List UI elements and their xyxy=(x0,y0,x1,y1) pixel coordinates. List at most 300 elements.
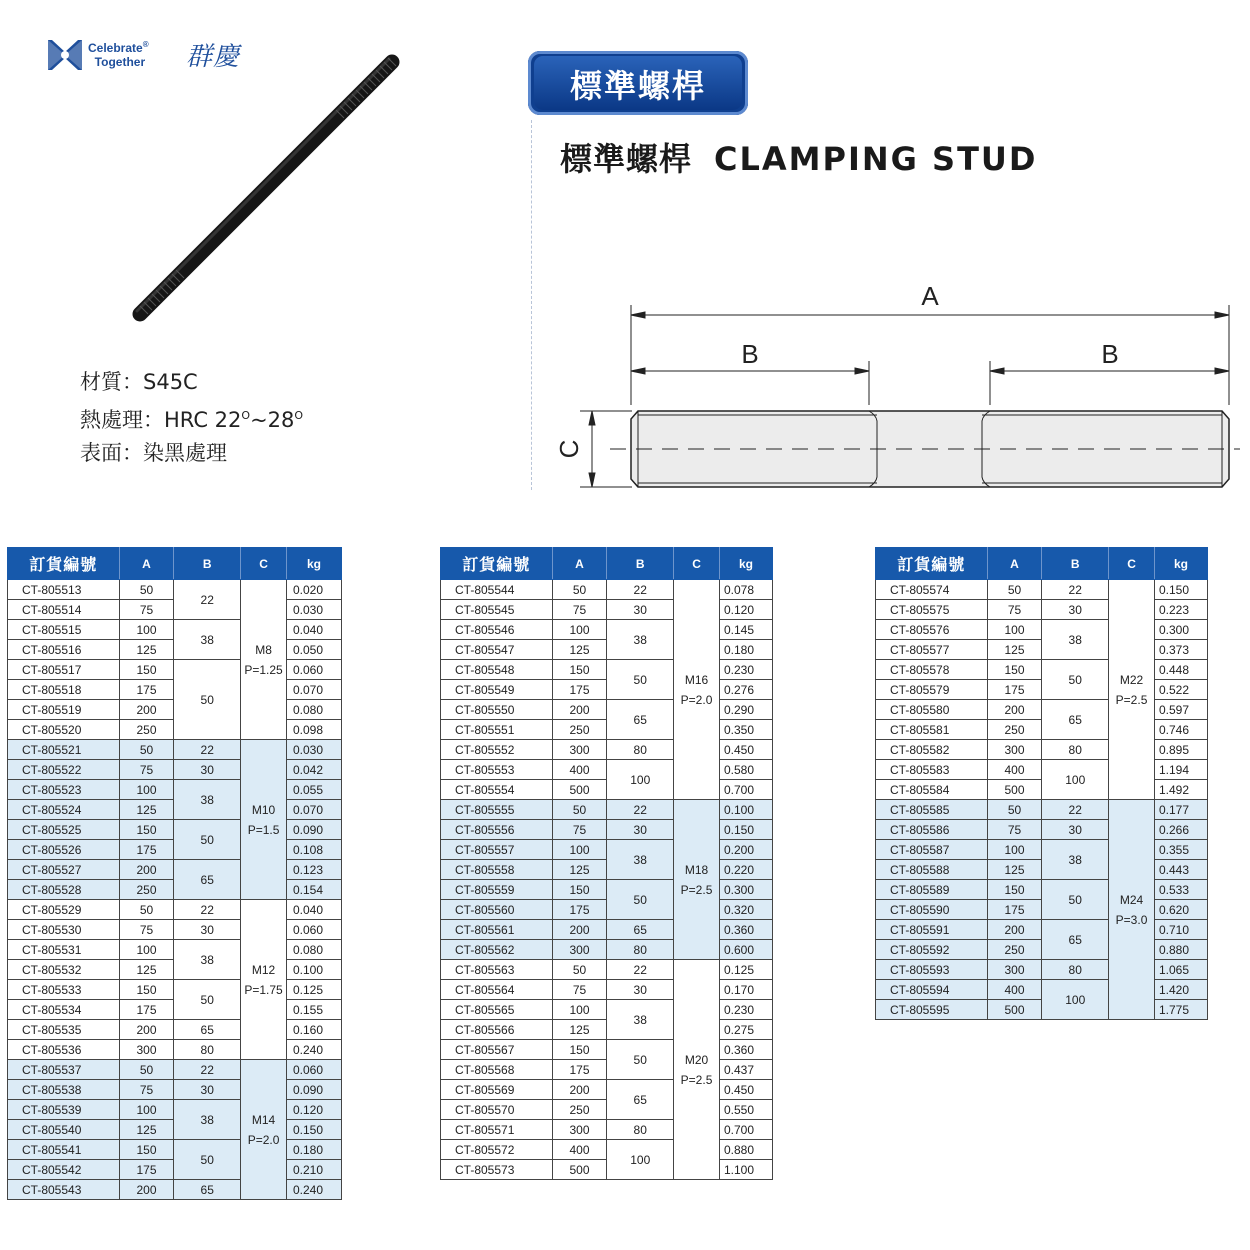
order-code-cell: CT-805549 xyxy=(441,680,553,700)
dim-b-cell: 50 xyxy=(607,880,674,920)
dim-a-cell: 75 xyxy=(987,600,1042,620)
weight-cell: 0.125 xyxy=(287,980,342,1000)
table-row xyxy=(876,580,1208,600)
dim-b-cell: 80 xyxy=(607,1120,674,1140)
weight-cell: 0.320 xyxy=(719,900,772,920)
dim-a-cell: 100 xyxy=(119,780,174,800)
order-code-cell: CT-805513 xyxy=(8,580,120,600)
table-row xyxy=(441,900,773,920)
weight-cell: 0.180 xyxy=(287,1140,342,1160)
weight-cell: 0.437 xyxy=(719,1060,772,1080)
weight-cell: 0.522 xyxy=(1154,680,1207,700)
weight-cell: 0.355 xyxy=(1154,840,1207,860)
dim-b-cell: 38 xyxy=(607,620,674,660)
dim-b-cell: 50 xyxy=(1042,660,1109,700)
weight-cell: 0.070 xyxy=(287,680,342,700)
dim-b-cell: 50 xyxy=(174,1140,241,1180)
column-header: A xyxy=(987,548,1042,580)
label-c: C xyxy=(554,439,584,459)
table-row xyxy=(441,1100,773,1120)
dim-a-cell: 100 xyxy=(987,840,1042,860)
dim-a-cell: 250 xyxy=(119,880,174,900)
weight-cell: 1.065 xyxy=(1154,960,1207,980)
dim-a-cell: 200 xyxy=(987,700,1042,720)
weight-cell: 0.120 xyxy=(287,1100,342,1120)
dim-a-cell: 175 xyxy=(119,840,174,860)
table-row xyxy=(441,1060,773,1080)
dim-a-cell: 125 xyxy=(987,860,1042,880)
dim-b-cell: 100 xyxy=(607,760,674,800)
weight-cell: 0.230 xyxy=(719,660,772,680)
table-row xyxy=(876,760,1208,780)
divider xyxy=(531,120,532,490)
dim-a-cell: 200 xyxy=(119,860,174,880)
dim-a-cell: 50 xyxy=(552,960,607,980)
dim-b-cell: 65 xyxy=(607,920,674,940)
dim-b-cell: 65 xyxy=(1042,920,1109,960)
order-code-cell: CT-805576 xyxy=(876,620,988,640)
order-code-cell: CT-805588 xyxy=(876,860,988,880)
dim-a-cell: 75 xyxy=(119,760,174,780)
table-row xyxy=(8,940,342,960)
spec-table-2 xyxy=(440,547,773,1180)
brand-logo-icon xyxy=(48,40,82,70)
brand-english: Celebrate® Together xyxy=(88,40,149,69)
weight-cell: 0.030 xyxy=(287,740,342,760)
dim-a-cell: 150 xyxy=(987,660,1042,680)
table-row xyxy=(441,980,773,1000)
weight-cell: 0.090 xyxy=(287,820,342,840)
column-header: kg xyxy=(1154,548,1207,580)
thread-size-cell: M22 P=2.5 xyxy=(1109,580,1155,800)
dim-a-cell: 200 xyxy=(552,920,607,940)
table-row xyxy=(8,1140,342,1160)
dim-b-cell: 22 xyxy=(607,580,674,600)
dim-a-cell: 300 xyxy=(987,960,1042,980)
order-code-cell: CT-805515 xyxy=(8,620,120,640)
thread-size-cell: M10 P=1.5 xyxy=(241,740,287,900)
dim-a-cell: 300 xyxy=(552,940,607,960)
weight-cell: 0.060 xyxy=(287,660,342,680)
table-row xyxy=(8,1180,342,1200)
order-code-cell: CT-805545 xyxy=(441,600,553,620)
dim-b-cell: 38 xyxy=(174,940,241,980)
order-code-cell: CT-805534 xyxy=(8,1000,120,1020)
weight-cell: 0.230 xyxy=(719,1000,772,1020)
order-code-cell: CT-805562 xyxy=(441,940,553,960)
table-row xyxy=(876,840,1208,860)
order-code-cell: CT-805546 xyxy=(441,620,553,640)
weight-cell: 0.123 xyxy=(287,860,342,880)
dim-a-cell: 50 xyxy=(987,800,1042,820)
dim-b-cell: 38 xyxy=(174,780,241,820)
weight-cell: 0.276 xyxy=(719,680,772,700)
order-code-cell: CT-805572 xyxy=(441,1140,553,1160)
weight-cell: 0.266 xyxy=(1154,820,1207,840)
dim-a-cell: 175 xyxy=(119,1000,174,1020)
dim-b-cell: 38 xyxy=(174,1100,241,1140)
order-code-cell: CT-805542 xyxy=(8,1160,120,1180)
table-row xyxy=(441,1140,773,1160)
weight-cell: 0.098 xyxy=(287,720,342,740)
weight-cell: 0.620 xyxy=(1154,900,1207,920)
table-row xyxy=(441,920,773,940)
dim-b-cell: 50 xyxy=(174,980,241,1020)
table-row xyxy=(441,1000,773,1020)
table-row xyxy=(876,1000,1208,1020)
table-row xyxy=(8,760,342,780)
order-code-cell: CT-805585 xyxy=(876,800,988,820)
dim-a-cell: 250 xyxy=(119,720,174,740)
order-code-cell: CT-805533 xyxy=(8,980,120,1000)
order-code-cell: CT-805517 xyxy=(8,660,120,680)
dim-a-cell: 200 xyxy=(552,1080,607,1100)
table-row xyxy=(441,680,773,700)
weight-cell: 0.550 xyxy=(719,1100,772,1120)
order-code-cell: CT-805541 xyxy=(8,1140,120,1160)
order-code-cell: CT-805539 xyxy=(8,1100,120,1120)
page-title xyxy=(560,134,1037,180)
dim-a-cell: 75 xyxy=(552,600,607,620)
order-code-cell: CT-805580 xyxy=(876,700,988,720)
thread-size-cell: M24 P=3.0 xyxy=(1109,800,1155,1020)
order-code-cell: CT-805571 xyxy=(441,1120,553,1140)
thread-size-cell: M12 P=1.75 xyxy=(241,900,287,1060)
weight-cell: 0.360 xyxy=(719,920,772,940)
table-row xyxy=(441,760,773,780)
order-code-cell: CT-805547 xyxy=(441,640,553,660)
table-row xyxy=(876,920,1208,940)
table-row xyxy=(441,700,773,720)
dim-a-cell: 100 xyxy=(119,1100,174,1120)
dim-a-cell: 75 xyxy=(552,980,607,1000)
weight-cell: 0.580 xyxy=(719,760,772,780)
dim-b-cell: 22 xyxy=(1042,580,1109,600)
order-code-cell: CT-805554 xyxy=(441,780,553,800)
weight-cell: 1.100 xyxy=(719,1160,772,1180)
dim-b-cell: 30 xyxy=(174,760,241,780)
table-row xyxy=(441,880,773,900)
column-header: B xyxy=(607,548,674,580)
brand-chinese: 群慶 xyxy=(186,42,241,72)
order-code-cell: CT-805566 xyxy=(441,1020,553,1040)
thread-size-cell: M16 P=2.0 xyxy=(674,580,720,800)
dim-b-cell: 100 xyxy=(1042,760,1109,800)
dim-b-cell: 38 xyxy=(607,840,674,880)
heat-treatment-line: 熱處理：HRC $22^O\sim 28^O$ xyxy=(80,408,304,432)
table-row xyxy=(8,920,342,940)
order-code-cell: CT-805531 xyxy=(8,940,120,960)
weight-cell: 0.125 xyxy=(719,960,772,980)
table-row xyxy=(8,660,342,680)
dim-b-cell: 22 xyxy=(1042,800,1109,820)
dim-b-cell: 30 xyxy=(607,980,674,1000)
dim-a-cell: 100 xyxy=(119,620,174,640)
weight-cell: 0.040 xyxy=(287,620,342,640)
dim-a-cell: 150 xyxy=(119,660,174,680)
dim-a-cell: 500 xyxy=(552,780,607,800)
dim-a-cell: 100 xyxy=(552,1000,607,1020)
table-row xyxy=(441,820,773,840)
table-row xyxy=(441,1040,773,1060)
table-row xyxy=(441,720,773,740)
weight-cell: 0.533 xyxy=(1154,880,1207,900)
column-header: B xyxy=(174,548,241,580)
order-code-cell: CT-805578 xyxy=(876,660,988,680)
order-code-cell: CT-805563 xyxy=(441,960,553,980)
dim-a-cell: 300 xyxy=(552,1120,607,1140)
order-code-cell: CT-805537 xyxy=(8,1060,120,1080)
dim-b-cell: 50 xyxy=(607,660,674,700)
order-code-cell: CT-805518 xyxy=(8,680,120,700)
spec-table-1 xyxy=(7,547,342,1200)
weight-cell: 0.080 xyxy=(287,940,342,960)
order-code-cell: CT-805593 xyxy=(876,960,988,980)
column-header: A xyxy=(552,548,607,580)
table-row xyxy=(876,620,1208,640)
order-code-cell: CT-805567 xyxy=(441,1040,553,1060)
dim-a-cell: 250 xyxy=(987,720,1042,740)
order-code-cell: CT-805586 xyxy=(876,820,988,840)
order-code-cell: CT-805569 xyxy=(441,1080,553,1100)
dim-b-cell: 65 xyxy=(174,860,241,900)
order-code-cell: CT-805594 xyxy=(876,980,988,1000)
dim-a-cell: 175 xyxy=(552,900,607,920)
dim-b-cell: 80 xyxy=(607,740,674,760)
column-header: C xyxy=(241,548,287,580)
weight-cell: 0.042 xyxy=(287,760,342,780)
table-row xyxy=(441,1080,773,1100)
column-header: 訂貨編號 xyxy=(876,548,988,580)
order-code-cell: CT-805564 xyxy=(441,980,553,1000)
order-code-cell: CT-805555 xyxy=(441,800,553,820)
weight-cell: 0.223 xyxy=(1154,600,1207,620)
table-row xyxy=(441,780,773,800)
table-row xyxy=(876,720,1208,740)
table-row xyxy=(8,1060,342,1080)
order-code-cell: CT-805528 xyxy=(8,880,120,900)
dim-b-cell: 38 xyxy=(1042,840,1109,880)
table-row xyxy=(441,660,773,680)
dim-a-cell: 200 xyxy=(119,1020,174,1040)
table-row xyxy=(441,1160,773,1180)
table-row xyxy=(876,860,1208,880)
dim-a-cell: 500 xyxy=(987,1000,1042,1020)
order-code-cell: CT-805574 xyxy=(876,580,988,600)
weight-cell: 0.710 xyxy=(1154,920,1207,940)
table-row xyxy=(441,800,773,820)
weight-cell: 0.108 xyxy=(287,840,342,860)
dim-a-cell: 150 xyxy=(987,880,1042,900)
order-code-cell: CT-805557 xyxy=(441,840,553,860)
order-code-cell: CT-805590 xyxy=(876,900,988,920)
dim-b-cell: 65 xyxy=(1042,700,1109,740)
table-header-row xyxy=(441,548,773,580)
dim-b-cell: 22 xyxy=(174,580,241,620)
dim-a-cell: 125 xyxy=(119,800,174,820)
order-code-cell: CT-805529 xyxy=(8,900,120,920)
order-code-cell: CT-805526 xyxy=(8,840,120,860)
dim-b-cell: 38 xyxy=(174,620,241,660)
order-code-cell: CT-805514 xyxy=(8,600,120,620)
table-row xyxy=(441,840,773,860)
title-badge-text: 標準螺桿 xyxy=(569,67,706,105)
weight-cell: 1.420 xyxy=(1154,980,1207,1000)
table-row xyxy=(8,620,342,640)
thread-size-cell: M20 P=2.5 xyxy=(674,960,720,1180)
weight-cell: 0.373 xyxy=(1154,640,1207,660)
table-row xyxy=(441,640,773,660)
table-row xyxy=(441,580,773,600)
dim-b-cell: 65 xyxy=(607,700,674,740)
dim-b-cell: 50 xyxy=(1042,880,1109,920)
table-row xyxy=(441,740,773,760)
weight-cell: 0.150 xyxy=(1154,580,1207,600)
dim-b-cell: 100 xyxy=(1042,980,1109,1020)
dim-a-cell: 400 xyxy=(552,1140,607,1160)
dim-a-cell: 150 xyxy=(119,820,174,840)
weight-cell: 0.700 xyxy=(719,1120,772,1140)
dim-a-cell: 125 xyxy=(552,640,607,660)
order-code-cell: CT-805577 xyxy=(876,640,988,660)
dim-b-cell: 30 xyxy=(607,600,674,620)
order-code-cell: CT-805573 xyxy=(441,1160,553,1180)
table-row xyxy=(876,820,1208,840)
dim-b-cell: 22 xyxy=(174,740,241,760)
dim-a-cell: 175 xyxy=(119,680,174,700)
order-code-cell: CT-805592 xyxy=(876,940,988,960)
dim-a-cell: 50 xyxy=(119,1060,174,1080)
dim-a-cell: 175 xyxy=(552,680,607,700)
dim-a-cell: 175 xyxy=(987,900,1042,920)
table-row xyxy=(876,640,1208,660)
dim-b-cell: 50 xyxy=(607,1040,674,1080)
table-row xyxy=(876,940,1208,960)
weight-cell: 0.145 xyxy=(719,620,772,640)
order-code-cell: CT-805536 xyxy=(8,1040,120,1060)
dim-b-cell: 50 xyxy=(174,660,241,740)
surface-line: 表面：染黑處理 xyxy=(80,441,227,465)
table-row xyxy=(8,860,342,880)
order-code-cell: CT-805581 xyxy=(876,720,988,740)
order-code-cell: CT-805558 xyxy=(441,860,553,880)
weight-cell: 0.220 xyxy=(719,860,772,880)
table-row xyxy=(441,1020,773,1040)
weight-cell: 0.240 xyxy=(287,1180,342,1200)
order-code-cell: CT-805583 xyxy=(876,760,988,780)
weight-cell: 0.200 xyxy=(719,840,772,860)
order-code-cell: CT-805568 xyxy=(441,1060,553,1080)
weight-cell: 1.194 xyxy=(1154,760,1207,780)
table-row xyxy=(8,740,342,760)
column-header: C xyxy=(674,548,720,580)
weight-cell: 1.492 xyxy=(1154,780,1207,800)
dim-a-cell: 175 xyxy=(552,1060,607,1080)
table-row xyxy=(8,980,342,1000)
order-code-cell: CT-805560 xyxy=(441,900,553,920)
dim-b-cell: 65 xyxy=(174,1180,241,1200)
weight-cell: 0.154 xyxy=(287,880,342,900)
order-code-cell: CT-805538 xyxy=(8,1080,120,1100)
weight-cell: 0.150 xyxy=(287,1120,342,1140)
weight-cell: 0.210 xyxy=(287,1160,342,1180)
dim-a-cell: 150 xyxy=(119,980,174,1000)
dim-a-cell: 300 xyxy=(119,1040,174,1060)
dim-a-cell: 75 xyxy=(987,820,1042,840)
weight-cell: 0.700 xyxy=(719,780,772,800)
order-code-cell: CT-805530 xyxy=(8,920,120,940)
weight-cell: 0.290 xyxy=(719,700,772,720)
dim-a-cell: 200 xyxy=(119,700,174,720)
dim-a-cell: 50 xyxy=(119,580,174,600)
weight-cell: 0.300 xyxy=(719,880,772,900)
table-row xyxy=(876,680,1208,700)
table-row xyxy=(441,600,773,620)
label-a: A xyxy=(921,281,939,311)
weight-cell: 0.450 xyxy=(719,1080,772,1100)
order-code-cell: CT-805550 xyxy=(441,700,553,720)
dim-b-cell: 22 xyxy=(607,800,674,820)
material-line: 材質：S45C xyxy=(80,370,198,394)
material-specs xyxy=(80,366,303,470)
order-code-cell: CT-805524 xyxy=(8,800,120,820)
table-row xyxy=(8,1040,342,1060)
column-header: 訂貨編號 xyxy=(441,548,553,580)
weight-cell: 0.177 xyxy=(1154,800,1207,820)
dim-a-cell: 300 xyxy=(987,740,1042,760)
table-header-row xyxy=(8,548,342,580)
order-code-cell: CT-805516 xyxy=(8,640,120,660)
order-code-cell: CT-805584 xyxy=(876,780,988,800)
weight-cell: 0.060 xyxy=(287,1060,342,1080)
dim-a-cell: 300 xyxy=(552,740,607,760)
dim-b-cell: 22 xyxy=(174,1060,241,1080)
order-code-cell: CT-805575 xyxy=(876,600,988,620)
dim-a-cell: 200 xyxy=(119,1180,174,1200)
table-row xyxy=(441,860,773,880)
weight-cell: 0.070 xyxy=(287,800,342,820)
weight-cell: 0.150 xyxy=(719,820,772,840)
weight-cell: 1.775 xyxy=(1154,1000,1207,1020)
dim-b-cell: 38 xyxy=(1042,620,1109,660)
thread-size-cell: M8 P=1.25 xyxy=(241,580,287,740)
dim-a-cell: 50 xyxy=(119,740,174,760)
table-header-row xyxy=(876,548,1208,580)
weight-cell: 0.060 xyxy=(287,920,342,940)
weight-cell: 0.450 xyxy=(719,740,772,760)
order-code-cell: CT-805587 xyxy=(876,840,988,860)
dim-b-cell: 65 xyxy=(174,1020,241,1040)
weight-cell: 0.240 xyxy=(287,1040,342,1060)
weight-cell: 0.448 xyxy=(1154,660,1207,680)
weight-cell: 0.180 xyxy=(719,640,772,660)
table-row xyxy=(8,900,342,920)
dim-a-cell: 50 xyxy=(552,800,607,820)
weight-cell: 0.100 xyxy=(287,960,342,980)
weight-cell: 0.360 xyxy=(719,1040,772,1060)
label-b-right: B xyxy=(1101,339,1119,369)
order-code-cell: CT-805559 xyxy=(441,880,553,900)
order-code-cell: CT-805527 xyxy=(8,860,120,880)
table-row xyxy=(876,740,1208,760)
table-row xyxy=(876,800,1208,820)
weight-cell: 0.120 xyxy=(719,600,772,620)
weight-cell: 0.020 xyxy=(287,580,342,600)
weight-cell: 0.090 xyxy=(287,1080,342,1100)
dim-a-cell: 75 xyxy=(552,820,607,840)
dim-a-cell: 100 xyxy=(552,840,607,860)
order-code-cell: CT-805551 xyxy=(441,720,553,740)
